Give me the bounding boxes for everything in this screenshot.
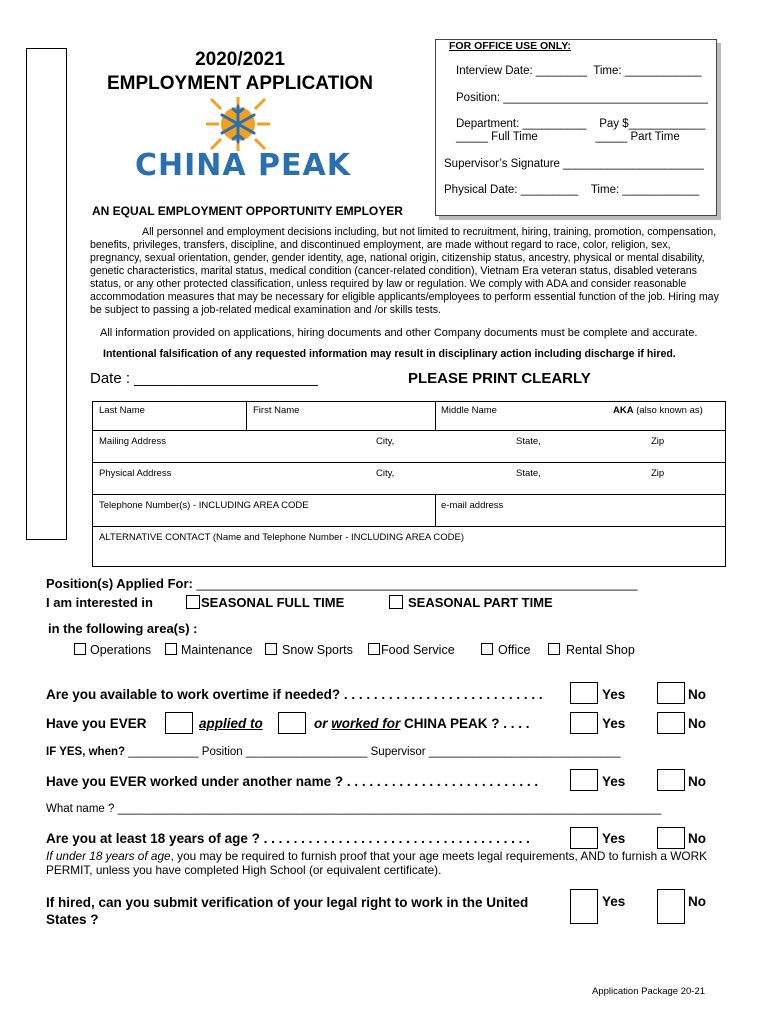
- snow-sports-checkbox[interactable]: [265, 643, 277, 655]
- verify-no-checkbox[interactable]: [657, 889, 685, 924]
- ever-no-label: No: [688, 716, 706, 731]
- seasonal-part-checkbox[interactable]: [389, 595, 403, 609]
- china-peak-suffix: CHINA PEAK ? . . . .: [400, 716, 530, 731]
- verify-no-label: No: [688, 894, 706, 909]
- position-line[interactable]: ___________________: [242, 746, 371, 758]
- email-field[interactable]: e-mail address: [441, 500, 504, 511]
- seasonal-full-label: SEASONAL FULL TIME: [201, 595, 345, 610]
- office-interview: Interview Date: ________ Time: ____________: [456, 65, 702, 77]
- mailing-address-field[interactable]: Mailing Address: [99, 436, 167, 447]
- positions-line[interactable]: _____________________________________________________________: [192, 576, 638, 591]
- other-name-no-checkbox[interactable]: [657, 769, 685, 791]
- rental-shop-checkbox[interactable]: [548, 643, 560, 655]
- middle-name-field[interactable]: Middle Name: [441, 405, 497, 416]
- alternative-contact-field[interactable]: ALTERNATIVE CONTACT (Name and Telephone Number - INCLUDING AREA CODE): [99, 532, 464, 543]
- areas-label: in the following area(s) :: [48, 621, 198, 636]
- age-no-label: No: [688, 831, 706, 846]
- verify-yes-label: Yes: [602, 894, 626, 909]
- overtime-yes-label: Yes: [602, 687, 626, 702]
- age-no-checkbox[interactable]: [657, 827, 685, 849]
- mailing-state-field[interactable]: State,: [516, 436, 541, 447]
- operations-checkbox[interactable]: [74, 643, 86, 655]
- ever-no-checkbox[interactable]: [657, 712, 685, 734]
- seasonal-full-checkbox[interactable]: [186, 595, 200, 609]
- ever-yes-checkbox[interactable]: [570, 712, 598, 734]
- physical-zip-field[interactable]: Zip: [651, 468, 665, 479]
- footer-label: Application Package 20-21: [592, 986, 706, 997]
- verification-question: If hired, can you submit verification of your legal right to work in the United States ?: [46, 895, 529, 927]
- mailing-zip-field[interactable]: Zip: [651, 436, 665, 447]
- snow-sports-label: Snow Sports: [282, 643, 353, 657]
- positions-label: Position(s) Applied For:: [46, 576, 193, 591]
- supervisor-line[interactable]: ______________________________: [425, 746, 621, 758]
- maintenance-checkbox[interactable]: [165, 643, 177, 655]
- application-title: EMPLOYMENT APPLICATION: [107, 73, 373, 94]
- when-line[interactable]: ___________: [125, 746, 202, 758]
- office-physical: Physical Date: _________ Time: ____________: [444, 184, 700, 196]
- verify-yes-checkbox[interactable]: [570, 889, 598, 924]
- physical-state-field[interactable]: State,: [516, 468, 541, 479]
- other-name-yes-checkbox[interactable]: [570, 769, 598, 791]
- aka-field[interactable]: [613, 405, 703, 416]
- if-yes-row: [46, 746, 621, 758]
- falsification-notice: Intentional falsification of any requested information may result in disciplinary action including discharge if hired.: [103, 348, 676, 360]
- applied-to-label: applied to: [199, 716, 263, 731]
- print-clearly-label: PLEASE PRINT CLEARLY: [408, 370, 591, 387]
- ever-yes-label: Yes: [602, 716, 626, 731]
- office-position: Position: ________________________________: [456, 92, 708, 104]
- worked-for-label: worked for: [331, 716, 401, 731]
- mailing-city-field[interactable]: City,: [376, 436, 395, 447]
- maintenance-label: Maintenance: [181, 643, 253, 657]
- china-peak-logo-icon: [205, 97, 271, 151]
- position-label: Position: [201, 746, 243, 758]
- ever-prefix: Have you EVER: [46, 716, 147, 731]
- other-name-no-label: No: [688, 774, 706, 789]
- other-name-yes-label: Yes: [602, 774, 626, 789]
- telephone-field[interactable]: Telephone Number(s) - INCLUDING AREA CODE: [99, 500, 309, 511]
- first-name-field[interactable]: First Name: [253, 405, 300, 416]
- office-use-title: FOR OFFICE USE ONLY:: [449, 40, 571, 52]
- overtime-yes-checkbox[interactable]: [570, 682, 598, 704]
- overtime-question: Are you available to work overtime if needed? . . . . . . . . . . . . . . . . . . . . . . . . . . .: [46, 687, 543, 702]
- physical-city-field[interactable]: City,: [376, 468, 395, 479]
- aka-bold: AKA: [613, 405, 634, 416]
- last-name-field[interactable]: Last Name: [99, 405, 145, 416]
- office-label: Office: [498, 643, 531, 657]
- application-year: 2020/2021: [195, 49, 285, 70]
- overtime-no-checkbox[interactable]: [657, 682, 685, 704]
- food-service-label: Food Service: [381, 643, 455, 657]
- interested-label: I am interested in: [46, 595, 153, 610]
- worked-for-row: [314, 716, 530, 731]
- china-peak-logo-text: CHINA PEAK: [135, 148, 352, 183]
- under-18-italic: If under 18 years of age: [46, 849, 171, 863]
- what-name-field[interactable]: What name ? _____________________________________________________________________________________: [46, 803, 662, 815]
- age-yes-checkbox[interactable]: [570, 827, 598, 849]
- seasonal-part-label: SEASONAL PART TIME: [408, 595, 553, 610]
- physical-address-field[interactable]: Physical Address: [99, 468, 172, 479]
- supervisor-label: Supervisor: [370, 746, 426, 758]
- positions-applied-row: [46, 576, 637, 591]
- if-yes-label: IF YES, when?: [46, 746, 126, 758]
- age-yes-label: Yes: [602, 831, 626, 846]
- age-question: Are you at least 18 years of age ? . . . . . . . . . . . . . . . . . . . . . . . . . . . . . . . . . . . .: [46, 831, 530, 846]
- office-fulltime: _____ Full Time _____ Part Time: [456, 131, 680, 143]
- office-use-box: [435, 39, 717, 216]
- under-18-note: [46, 849, 726, 877]
- eeo-paragraph: All personnel and employment decisions including, but not limited to recruitment, hiring, training, promotion, compensation, benefits, privileges, transfers, discipline, and discontinued employment, are made without regard to race, color, religion, sex, pregnancy, sexual orientation, gender, gender identity, age, national origin, citizenship status, ancestry, physical or mental disability, genetic characteristics, marital status, medical condition (cancer-related condition), Vietnam Era veteran status, disabled veterans status, or any other protected classification, unless required by law or regulation. We comply with ADA and consider reasonable accommodation measures that may be necessary for eligible applicants/employees to perform essential function of the job. Hiring may be subject to passing a job-related medical examination and /or skills tests.: [90, 226, 719, 316]
- food-service-checkbox[interactable]: [368, 643, 380, 655]
- operations-label: Operations: [90, 643, 152, 657]
- rental-shop-label: Rental Shop: [566, 643, 635, 657]
- eeo-heading: AN EQUAL EMPLOYMENT OPPORTUNITY EMPLOYER: [92, 204, 403, 218]
- left-margin-box: [26, 48, 67, 540]
- under-18-rest: , you may be required to furnish proof that your age meets legal requirements, AND to furnish a WORK PERMIT, unless you have completed High School (or equivalent certificate).: [46, 849, 707, 877]
- overtime-no-label: No: [688, 687, 706, 702]
- personal-info-grid: [92, 401, 726, 567]
- applied-to-checkbox[interactable]: [165, 712, 193, 734]
- office-department: Department: __________ Pay $____________: [456, 118, 706, 130]
- office-checkbox[interactable]: [481, 643, 493, 655]
- aka-rest: (also known as): [633, 405, 703, 416]
- office-supervisor: Supervisor’s Signature ______________________: [444, 158, 704, 170]
- date-field[interactable]: Date : ______________________: [90, 370, 318, 387]
- accuracy-notice: All information provided on applications, hiring documents and other Company documents must be complete and accurate.: [100, 327, 698, 339]
- other-name-question: Have you EVER worked under another name ? . . . . . . . . . . . . . . . . . . . . . . . . . .: [46, 774, 539, 789]
- worked-for-checkbox[interactable]: [278, 712, 306, 734]
- or-word: or: [314, 716, 328, 731]
